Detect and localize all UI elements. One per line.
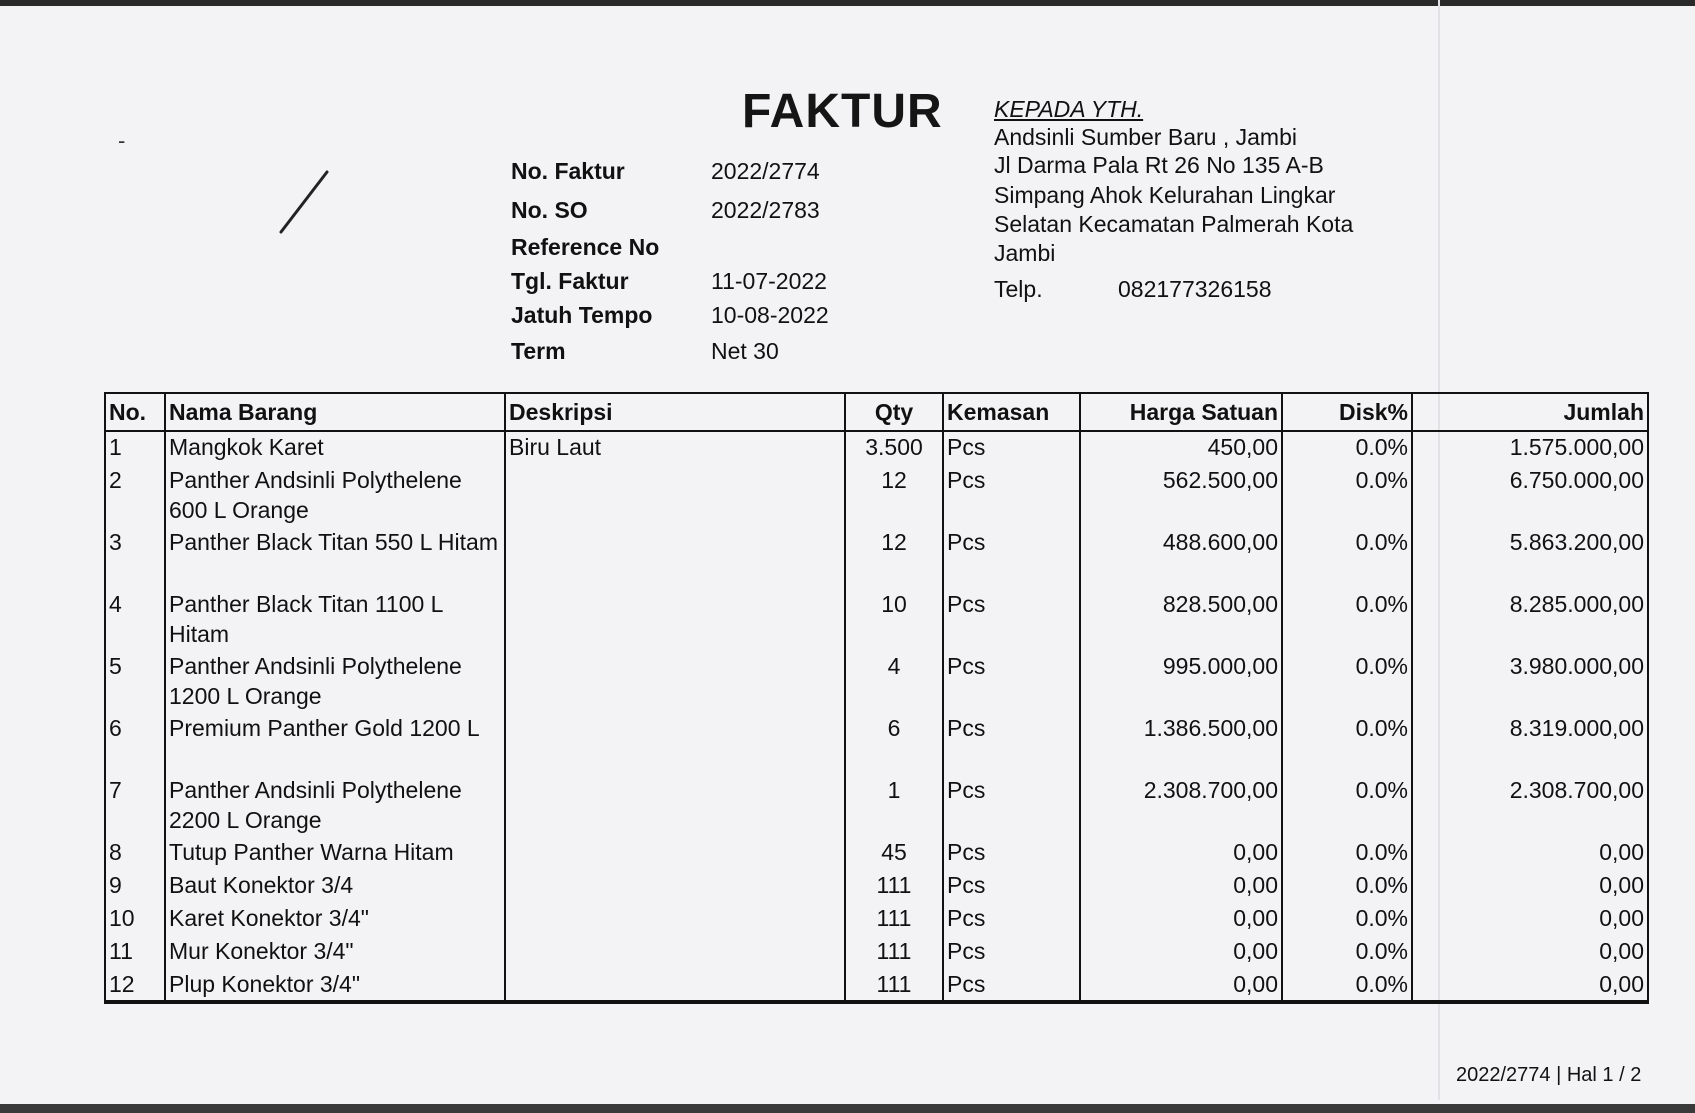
meta-value: 11-07-2022: [711, 268, 827, 294]
cell-no: 7: [105, 775, 165, 837]
header-description: Deskripsi: [505, 393, 845, 431]
cell-discount: 0.0%: [1282, 589, 1412, 651]
meta-label: Reference No: [511, 234, 660, 260]
ink-mark: -: [118, 128, 126, 153]
cell-packaging: Pcs: [943, 775, 1080, 837]
cell-discount: 0.0%: [1282, 837, 1412, 870]
meta-value: 2022/2783: [711, 197, 820, 223]
cell-discount: 0.0%: [1282, 936, 1412, 969]
meta-row-due-date: [511, 302, 891, 332]
cell-packaging: Pcs: [943, 651, 1080, 713]
cell-qty: 111: [845, 936, 943, 969]
cell-item-name: Premium Panther Gold 1200 L: [165, 713, 505, 775]
cell-item-name: Mangkok Karet: [165, 431, 505, 465]
cell-unit-price: 450,00: [1080, 431, 1282, 465]
cell-qty: 6: [845, 713, 943, 775]
cell-qty: 10: [845, 589, 943, 651]
recipient-line: Simpang Ahok Kelurahan Lingkar: [994, 182, 1336, 208]
cell-description: [505, 903, 845, 936]
cell-total: 1.575.000,00: [1412, 431, 1648, 465]
cell-item-name: Tutup Panther Warna Hitam: [165, 837, 505, 870]
cell-total: 3.980.000,00: [1412, 651, 1648, 713]
cell-description: [505, 969, 845, 1002]
cell-packaging: Pcs: [943, 936, 1080, 969]
table-row: [105, 713, 1648, 775]
header-packaging: Kemasan: [943, 393, 1080, 431]
cell-no: 3: [105, 527, 165, 589]
cell-total: 0,00: [1412, 936, 1648, 969]
cell-unit-price: 562.500,00: [1080, 465, 1282, 527]
invoice-items-table: [104, 392, 1649, 1004]
cell-item-name: Panther Black Titan 1100 L Hitam: [165, 589, 505, 651]
cell-description: [505, 527, 845, 589]
table-row: [105, 431, 1648, 465]
cell-unit-price: 0,00: [1080, 903, 1282, 936]
cell-unit-price: 828.500,00: [1080, 589, 1282, 651]
cell-no: 9: [105, 870, 165, 903]
meta-label: Term: [511, 338, 566, 364]
cell-qty: 111: [845, 870, 943, 903]
cell-description: Biru Laut: [505, 431, 845, 465]
cell-unit-price: 0,00: [1080, 936, 1282, 969]
meta-label: No. SO: [511, 197, 588, 223]
cell-discount: 0.0%: [1282, 870, 1412, 903]
cell-packaging: Pcs: [943, 837, 1080, 870]
header-qty: Qty: [845, 393, 943, 431]
meta-row-reference-no: [511, 234, 891, 264]
table-row: [105, 589, 1648, 651]
cell-packaging: Pcs: [943, 527, 1080, 589]
cell-description: [505, 465, 845, 527]
cell-item-name: Mur Konektor 3/4": [165, 936, 505, 969]
cell-unit-price: 0,00: [1080, 870, 1282, 903]
pen-stroke-mark: [275, 168, 335, 238]
cell-total: 0,00: [1412, 969, 1648, 1002]
table-row: [105, 903, 1648, 936]
cell-packaging: Pcs: [943, 713, 1080, 775]
cell-unit-price: 1.386.500,00: [1080, 713, 1282, 775]
cell-discount: 0.0%: [1282, 775, 1412, 837]
recipient-heading: KEPADA YTH.: [994, 96, 1144, 122]
cell-unit-price: 0,00: [1080, 837, 1282, 870]
cell-no: 5: [105, 651, 165, 713]
cell-packaging: Pcs: [943, 969, 1080, 1002]
cell-total: 8.319.000,00: [1412, 713, 1648, 775]
meta-row-term: [511, 338, 891, 368]
cell-total: 0,00: [1412, 870, 1648, 903]
cell-qty: 1: [845, 775, 943, 837]
recipient-phone: 082177326158: [1118, 276, 1272, 302]
cell-no: 1: [105, 431, 165, 465]
recipient-line: Andsinli Sumber Baru , Jambi: [994, 124, 1297, 150]
cell-qty: 45: [845, 837, 943, 870]
table-row: [105, 775, 1648, 837]
meta-row-invoice-no: [511, 158, 891, 188]
page-reference: 2022/2774 | Hal 1 / 2: [1456, 1064, 1642, 1086]
cell-qty: 3.500: [845, 431, 943, 465]
table-row: [105, 936, 1648, 969]
header-item-name: Nama Barang: [165, 393, 505, 431]
cell-total: 6.750.000,00: [1412, 465, 1648, 527]
table-row: [105, 465, 1648, 527]
cell-qty: 111: [845, 969, 943, 1002]
cell-discount: 0.0%: [1282, 431, 1412, 465]
table-row: [105, 837, 1648, 870]
cell-description: [505, 589, 845, 651]
meta-label: No. Faktur: [511, 158, 625, 184]
cell-packaging: Pcs: [943, 431, 1080, 465]
scan-edge-top: [0, 0, 1695, 6]
recipient-phone-label: Telp.: [994, 276, 1043, 302]
cell-packaging: Pcs: [943, 465, 1080, 527]
cell-packaging: Pcs: [943, 903, 1080, 936]
table-row: [105, 527, 1648, 589]
header-discount: Disk%: [1282, 393, 1412, 431]
document-title: FAKTUR: [742, 85, 943, 138]
header-total: Jumlah: [1412, 393, 1648, 431]
meta-value: 2022/2774: [711, 158, 820, 184]
header-unit-price: Harga Satuan: [1080, 393, 1282, 431]
cell-description: [505, 870, 845, 903]
table-header-row: [105, 393, 1648, 431]
cell-item-name: Karet Konektor 3/4": [165, 903, 505, 936]
header-no: No.: [105, 393, 165, 431]
cell-description: [505, 713, 845, 775]
cell-discount: 0.0%: [1282, 903, 1412, 936]
table-row: [105, 651, 1648, 713]
cell-total: 2.308.700,00: [1412, 775, 1648, 837]
cell-discount: 0.0%: [1282, 651, 1412, 713]
cell-packaging: Pcs: [943, 870, 1080, 903]
cell-qty: 4: [845, 651, 943, 713]
meta-value: Net 30: [711, 338, 779, 364]
cell-no: 12: [105, 969, 165, 1002]
cell-total: 0,00: [1412, 903, 1648, 936]
table-row: [105, 969, 1648, 1002]
cell-total: 0,00: [1412, 837, 1648, 870]
recipient-line: Selatan Kecamatan Palmerah Kota: [994, 211, 1354, 237]
cell-qty: 12: [845, 465, 943, 527]
cell-unit-price: 488.600,00: [1080, 527, 1282, 589]
cell-item-name: Plup Konektor 3/4": [165, 969, 505, 1002]
cell-total: 5.863.200,00: [1412, 527, 1648, 589]
cell-unit-price: 0,00: [1080, 969, 1282, 1002]
cell-total: 8.285.000,00: [1412, 589, 1648, 651]
cell-discount: 0.0%: [1282, 465, 1412, 527]
cell-description: [505, 936, 845, 969]
cell-discount: 0.0%: [1282, 527, 1412, 589]
cell-qty: 111: [845, 903, 943, 936]
cell-unit-price: 2.308.700,00: [1080, 775, 1282, 837]
meta-value: 10-08-2022: [711, 302, 829, 328]
meta-label: Tgl. Faktur: [511, 268, 629, 294]
cell-discount: 0.0%: [1282, 969, 1412, 1002]
cell-description: [505, 651, 845, 713]
cell-no: 11: [105, 936, 165, 969]
cell-no: 2: [105, 465, 165, 527]
cell-unit-price: 995.000,00: [1080, 651, 1282, 713]
cell-no: 6: [105, 713, 165, 775]
cell-item-name: Panther Andsinli Polythelene 2200 L Orange: [165, 775, 505, 837]
cell-description: [505, 775, 845, 837]
cell-discount: 0.0%: [1282, 713, 1412, 775]
table-row: [105, 870, 1648, 903]
scan-edge-bottom: [0, 1104, 1695, 1113]
cell-item-name: Panther Andsinli Polythelene 1200 L Orange: [165, 651, 505, 713]
cell-no: 10: [105, 903, 165, 936]
cell-item-name: Panther Black Titan 550 L Hitam: [165, 527, 505, 589]
cell-item-name: Panther Andsinli Polythelene 600 L Orange: [165, 465, 505, 527]
cell-description: [505, 837, 845, 870]
recipient-line: Jambi: [994, 240, 1056, 266]
cell-no: 4: [105, 589, 165, 651]
cell-item-name: Baut Konektor 3/4: [165, 870, 505, 903]
meta-label: Jatuh Tempo: [511, 302, 653, 328]
cell-no: 8: [105, 837, 165, 870]
cell-qty: 12: [845, 527, 943, 589]
meta-row-so-no: [511, 197, 891, 227]
recipient-line: Jl Darma Pala Rt 26 No 135 A-B: [994, 152, 1324, 178]
cell-packaging: Pcs: [943, 589, 1080, 651]
meta-row-invoice-date: [511, 268, 891, 298]
